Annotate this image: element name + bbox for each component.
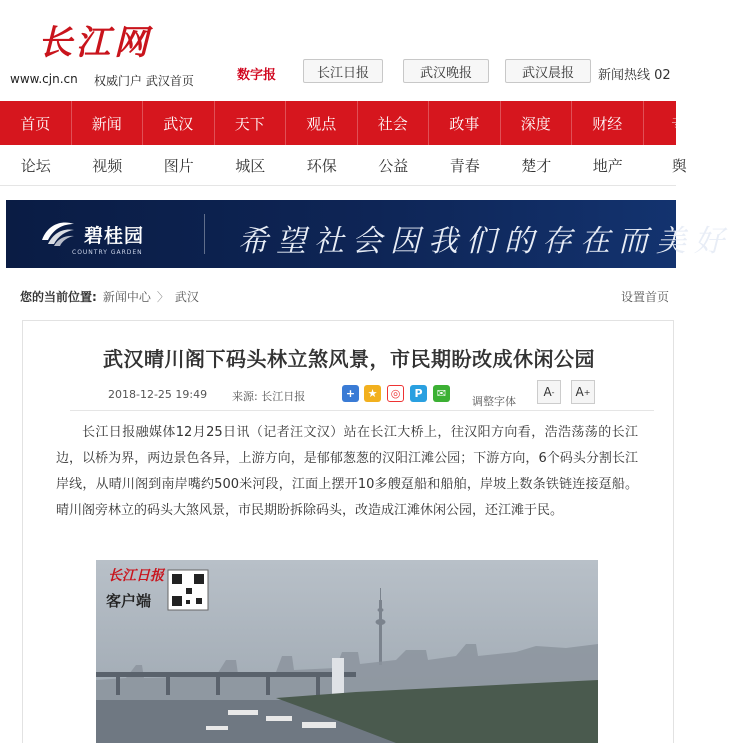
subnav-item-opinion[interactable]: 舆 <box>671 157 687 175</box>
ad-banner[interactable] <box>6 200 732 268</box>
site-url[interactable]: www.cjn.cn <box>10 72 78 86</box>
subnav-item-forum[interactable]: 论坛 <box>20 157 51 175</box>
photo-caption-text: 客户端 <box>106 592 152 610</box>
secondary-nav <box>0 146 687 186</box>
banner-brand: 碧桂园 <box>84 225 145 247</box>
banner-divider <box>204 214 205 254</box>
subnav-item-charity[interactable]: 公益 <box>378 157 409 175</box>
nav-item-opinion[interactable]: 观点 <box>286 101 358 145</box>
photo-watermark-text: 长江日报 <box>108 568 164 584</box>
news-hotline: 新闻热线 02 <box>598 68 671 83</box>
share-tencent-icon[interactable]: P <box>410 385 427 402</box>
article-body: 长江日报融媒体12月25日讯（记者汪文汉）站在长江大桥上，往汉阳方向看，浩浩荡荡的长江边，以桥为界，两边景色各异，上游方向，是郁郁葱葱的汉阳江滩公园；下游方向，6个码头分割长江岸线，从晴川阁到南岸嘴约500米河段，江面上摆开10多艘趸船和船舶，岸坡上数条铁链连接趸船。晴川阁旁林立的码头大煞风景，市民期盼拆除码头，改造成江滩休闲公园，还江滩于民。 <box>56 425 638 518</box>
digital-paper-link[interactable]: 数字报 <box>237 68 277 83</box>
banner-brand-en: COUNTRY GARDEN <box>72 249 143 256</box>
subnav-item-talent[interactable]: 楚才 <box>521 157 552 175</box>
nav-item-news[interactable]: 新闻 <box>72 101 144 145</box>
nav-item-world[interactable]: 天下 <box>215 101 287 145</box>
site-tagline[interactable]: 权威门户 武汉首页 <box>94 74 194 88</box>
primary-nav <box>0 101 687 145</box>
share-wechat-icon[interactable]: ✉ <box>433 385 450 402</box>
nav-item-special[interactable]: 专 <box>644 101 716 145</box>
breadcrumb-label: 您的当前位置: <box>20 290 97 304</box>
font-larger-label: A <box>575 385 584 399</box>
breadcrumb <box>20 288 199 305</box>
riverside-scene-image <box>96 560 598 743</box>
subnav-item-districts[interactable]: 城区 <box>235 157 266 175</box>
banner-slogan: 希望社会因我们的存在而美好 <box>238 224 732 259</box>
breadcrumb-item-news-center[interactable]: 新闻中心 <box>102 290 151 304</box>
nav-item-finance[interactable]: 财经 <box>572 101 644 145</box>
paper-wuhan-morning-button[interactable]: 武汉晨报 <box>505 59 591 83</box>
article-photo[interactable] <box>96 560 598 743</box>
country-garden-logo-icon <box>40 218 76 248</box>
site-header <box>0 0 676 100</box>
logo-text: 长江网 <box>38 23 152 63</box>
nav-item-home[interactable]: 首页 <box>0 101 72 145</box>
font-smaller-label: A <box>543 385 552 399</box>
meta-divider <box>70 410 654 411</box>
subnav-item-photos[interactable]: 图片 <box>163 157 194 175</box>
article-title: 武汉晴川阁下码头林立煞风景，市民期盼改成休闲公园 <box>103 347 595 371</box>
font-adjust-label: 调整字体 <box>472 395 516 408</box>
article-source: 来源: 长江日报 <box>232 390 306 403</box>
site-logo[interactable] <box>38 22 158 62</box>
nav-item-depth[interactable]: 深度 <box>501 101 573 145</box>
subnav-item-video[interactable]: 视频 <box>92 157 123 175</box>
paper-wuhan-evening-button[interactable]: 武汉晚报 <box>403 59 489 83</box>
share-plus-icon[interactable]: + <box>342 385 359 402</box>
breadcrumb-item-wuhan[interactable]: 武汉 <box>174 290 199 304</box>
paper-changjiang-daily-button[interactable]: 长江日报 <box>303 59 383 83</box>
nav-item-wuhan[interactable]: 武汉 <box>143 101 215 145</box>
subnav-item-environment[interactable]: 环保 <box>306 157 337 175</box>
set-homepage-link[interactable]: 设置首页 <box>621 290 670 304</box>
breadcrumb-separator: 〉 <box>156 290 169 304</box>
share-weibo-icon[interactable]: ◎ <box>387 385 404 402</box>
font-larger-button[interactable]: A + <box>571 380 595 404</box>
nav-item-politics[interactable]: 政事 <box>429 101 501 145</box>
font-smaller-button[interactable]: A - <box>537 380 561 404</box>
nav-item-society[interactable]: 社会 <box>358 101 430 145</box>
article-date: 2018-12-25 19:49 <box>108 388 208 401</box>
subnav-item-realestate[interactable]: 地产 <box>592 157 623 175</box>
subnav-item-youth[interactable]: 青春 <box>449 157 480 175</box>
share-qzone-icon[interactable]: ★ <box>364 385 381 402</box>
